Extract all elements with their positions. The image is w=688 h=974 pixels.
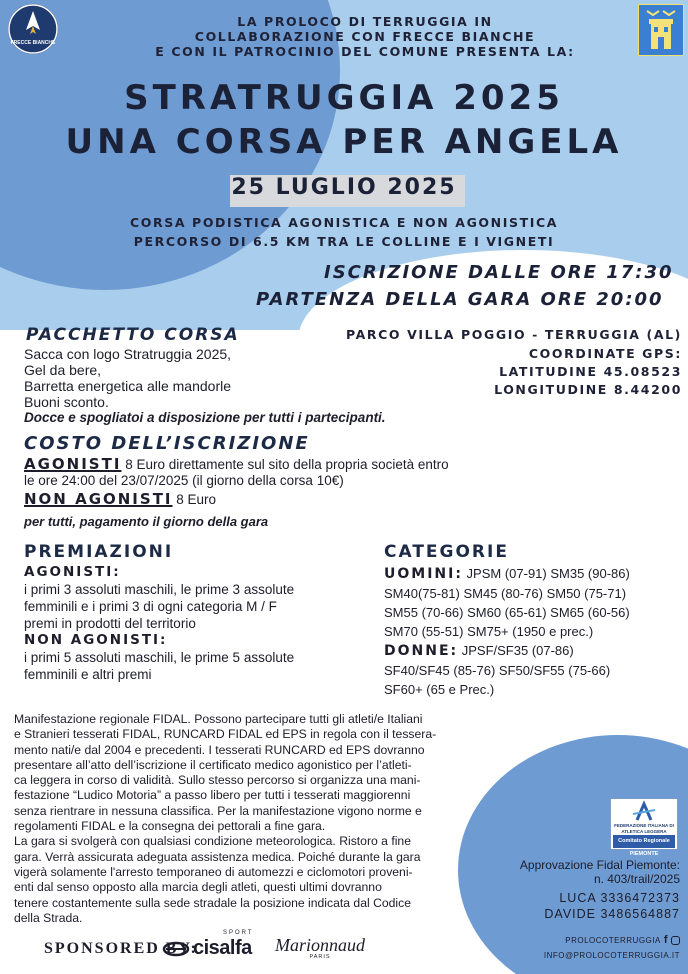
category-line: SM40(75-81) SM45 (80-76) SM50 (75-71) xyxy=(384,586,627,601)
uomini-label: UOMINI: xyxy=(384,566,463,582)
header-line-2: COLLABORAZIONE CON FRECCE BIANCHE xyxy=(194,29,536,44)
pacchetto-item: Gel da bere, xyxy=(24,362,102,378)
pacchetto-item: Buoni sconto. xyxy=(24,394,109,410)
regolamento-line: vigerà solamente l'arresto temporaneo di automezzi e ciclomotori proveni- xyxy=(14,864,413,879)
premi-line: i primi 3 assoluti maschili, le prime 3 assolute xyxy=(24,582,295,597)
costo-agonisti xyxy=(24,456,524,489)
regolamento-line: La gara si svolgerà con qualsiasi condizione meteorologica. Ristoro a fine xyxy=(14,834,411,849)
pacchetto-note: Docce e spogliatoi a disposizione per tutti i partecipanti. xyxy=(24,410,386,425)
frecce-logo-text: FRECCE BIANCHE xyxy=(10,40,56,46)
header-line-3: E CON IL PATROCINIO DEL COMUNE PRESENTA LA: xyxy=(155,44,575,59)
facebook-icon[interactable]: f xyxy=(663,934,668,946)
marionnaud-paris: PARIS xyxy=(309,954,331,960)
social-handle: PROLOCOTERRUGGIA xyxy=(565,935,661,945)
category-line: JPSM (07-91) SM35 (90-86) xyxy=(462,566,630,581)
category-line: SF60+ (65 e Prec.) xyxy=(384,682,495,697)
costo-note: per tutti, pagamento il giorno della gara xyxy=(24,514,269,529)
route-description: PERCORSO DI 6.5 KM TRA LE COLLINE E I VIGNETI xyxy=(133,234,555,249)
regolamento-line: della Strada. xyxy=(14,910,83,925)
premiazioni-heading: PREMIAZIONI xyxy=(24,542,174,562)
gps-label: COORDINATE GPS: xyxy=(528,346,682,361)
regolamento-line: presentare all’atto dell’iscrizione il certificato medico agonistico per l’atleti- xyxy=(14,757,412,772)
premi-line: femminili e altri premi xyxy=(24,667,152,682)
contact-luca: LUCA 3336472373 xyxy=(559,891,680,905)
costo-heading: COSTO DELL’ISCRIZIONE xyxy=(24,433,310,454)
marionnaud-text: Marionnaud xyxy=(275,935,365,955)
longitude: LONGITUDINE 8.44200 xyxy=(494,382,682,397)
approval-number: n. 403/trail/2025 xyxy=(593,872,680,886)
regolamento-line: gara. Verrà assicurata adeguata assistenza medica. Poiché durante la gara xyxy=(14,849,421,864)
premi-line: premi in prodotti del territorio xyxy=(24,616,196,631)
registration-time: ISCRIZIONE DALLE ORE 17:30 xyxy=(324,262,674,283)
marionnaud-logo xyxy=(275,935,365,960)
agonisti-label: AGONISTI xyxy=(24,455,122,473)
premi-non-agonisti-label: NON AGONISTI: xyxy=(24,632,168,648)
donne-label: DONNE: xyxy=(384,643,459,659)
cisalfa-icon xyxy=(162,941,190,957)
non-agonisti-price: 8 Euro xyxy=(172,492,217,507)
regolamento-line: festazione “Ludico Motoria” a passo libero per tutti i tesserati maggiorenni xyxy=(14,788,411,803)
start-time: PARTENZA DELLA GARA ORE 20:00 xyxy=(256,289,664,310)
regolamento-line: enti dal senso opposto alla marcia degli atleti, questi ultimi dovranno xyxy=(14,880,382,895)
agonisti-price: 8 Euro direttamente sul sito della propria società entro xyxy=(121,457,449,472)
premi-agonisti-label: AGONISTI: xyxy=(24,564,121,580)
instagram-icon[interactable] xyxy=(671,936,680,945)
non-agonisti-label: NON AGONISTI xyxy=(24,490,173,508)
fidal-logo xyxy=(610,798,678,857)
regolamento-line: tenere costantemente sulla sede stradale la posizione indicata dal Codice xyxy=(14,895,412,910)
category-line: SF40/SF45 (85-76) SF50/SF55 (75-66) xyxy=(384,663,611,678)
pacchetto-item: Sacca con logo Stratruggia 2025, xyxy=(24,346,232,362)
regolamento-line: e Stranieri tesserati FIDAL, RUNCARD FIDAL ed EPS in regola con il tessera- xyxy=(14,727,437,742)
social-row xyxy=(540,934,680,946)
header-line-1: LA PROLOCO DI TERRUGGIA IN xyxy=(237,14,493,29)
venue: PARCO VILLA POGGIO - TERRUGGIA (AL) xyxy=(346,327,682,342)
regolamento-line: ca leggera in corso di validità. Sullo stesso percorso si organizza una mani- xyxy=(14,773,421,788)
regolamento-line: Manifestazione regionale FIDAL. Possono partecipare tutti gli atleti/e Italiani xyxy=(14,712,423,726)
category-line: SM55 (70-66) SM60 (65-61) SM65 (60-56) xyxy=(384,605,630,620)
regolamento-line: mento nati/e dal 2004 e precedenti. I tesserati RUNCARD ed EPS dovranno xyxy=(14,742,425,757)
pacchetto-list xyxy=(24,346,231,410)
fidal-approval xyxy=(502,858,680,886)
regolamento-line: senza rientrare in nessuna classifica. Per la manifestazione vigono norme e xyxy=(14,803,422,818)
race-type: CORSA PODISTICA AGONISTICA E NON AGONISTICA xyxy=(130,215,558,230)
contact-davide: DAVIDE 3486564887 xyxy=(544,907,680,921)
fidal-comitato: Comitato Regionale PIEMONTE xyxy=(613,835,675,848)
pacchetto-heading: PACCHETTO CORSA xyxy=(26,325,240,345)
category-line: JPSF/SF35 (07-86) xyxy=(458,643,574,658)
regolamento xyxy=(14,712,504,926)
comune-crest-icon xyxy=(638,4,684,56)
categorie-heading: CATEGORIE xyxy=(384,542,509,562)
categorie-body xyxy=(384,564,684,699)
email[interactable]: INFO@PROLOCOTERRUGGIA.IT xyxy=(543,951,680,960)
contacts xyxy=(520,890,680,922)
frecce-bianche-logo xyxy=(8,4,58,54)
cisalfa-text: cisalfa xyxy=(193,937,252,959)
latitude: LATITUDINE 45.08523 xyxy=(499,364,682,379)
event-date: 25 LUGLIO 2025 xyxy=(231,175,457,200)
event-subtitle: UNA CORSA PER ANGELA xyxy=(65,122,623,162)
pacchetto-item: Barretta energetica alle mandorle xyxy=(24,378,232,394)
costo-non-agonisti xyxy=(24,492,216,507)
fidal-name: FEDERAZIONE ITALIANA DI ATLETICA LEGGERA xyxy=(614,823,674,834)
cisalfa-logo xyxy=(162,930,254,960)
category-line: SM70 (55-51) SM75+ (1950 e prec.) xyxy=(384,624,594,639)
premiazioni-body xyxy=(24,564,364,683)
sponsored-by-label: SPONSORED BY: xyxy=(44,940,198,957)
approval-line: Approvazione Fidal Piemonte: xyxy=(519,858,680,872)
cisalfa-sport: SPORT xyxy=(223,930,254,936)
regolamento-line: regolamenti FIDAL e la consegna dei pettorali a fine gara. xyxy=(14,819,326,834)
premi-line: i primi 5 assoluti maschili, le prime 5 assolute xyxy=(24,650,295,665)
agonisti-deadline: le ore 24:00 del 23/07/2025 (il giorno della corsa 10€) xyxy=(24,473,344,488)
premi-line: femminili e i primi 3 di ogni categoria M / F xyxy=(24,599,277,614)
event-title: STRATRUGGIA 2025 xyxy=(124,78,564,118)
